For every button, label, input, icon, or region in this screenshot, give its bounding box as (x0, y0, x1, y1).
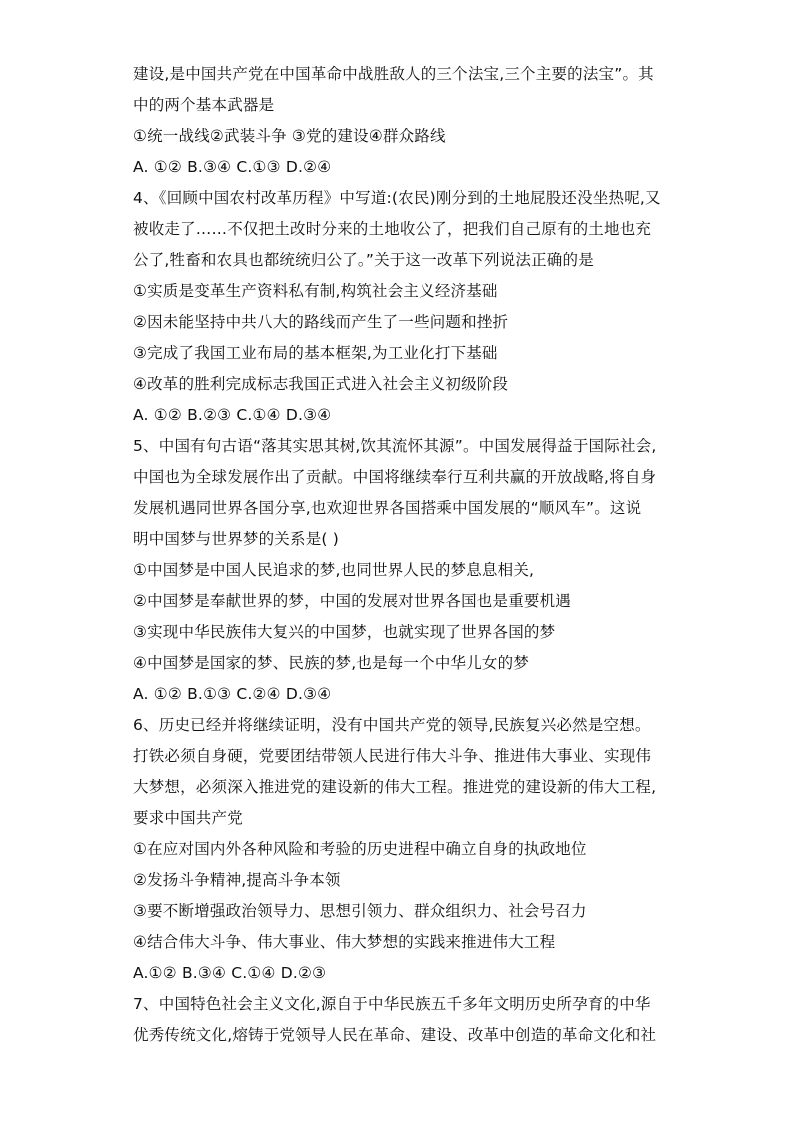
text-line: 发展机遇同世界各国分享,也欢迎世界各国搭乘中国发展的“顺风车”。这说 (133, 499, 642, 517)
choice-item: ②因未能坚持中共八大的路线而产生了一些问题和挫折 (133, 313, 509, 331)
choice-item: ②中国梦是奉献世界的梦，中国的发展对世界各国也是重要机遇 (133, 592, 571, 610)
choice-item: ③实现中华民族伟大复兴的中国梦，也就实现了世界各国的梦 (133, 623, 556, 641)
text-line: 公了,牲畜和农具也都统统归公了。”关于这一改革下列说法正确的是 (133, 251, 594, 269)
text-line: 建设,是中国共产党在中国革命中战胜敌人的三个法宝,三个主要的法宝”。其 (133, 65, 654, 83)
question-7-stem: 7、中国特色社会主义文化,源自于中华民族五千多年文明历史所孕育的中华 (133, 995, 651, 1013)
choice-item: ④中国梦是国家的梦、民族的梦,也是每一个中华儿女的梦 (133, 654, 530, 672)
text-line: ①统一战线②武装斗争 ③党的建设④群众路线 (133, 127, 446, 145)
question-5-stem: 5、中国有句古语“落其实思其树,饮其流怀其源”。中国发展得益于国际社会, (133, 437, 657, 455)
choice-item: ①实质是变革生产资料私有制,构筑社会主义经济基础 (133, 282, 498, 300)
choice-item: ①中国梦是中国人民追求的梦,也同世界人民的梦息息相关, (133, 561, 535, 579)
text-line: 明中国梦与世界梦的关系是( ) (133, 530, 340, 548)
question-6-stem: 6、历史已经并将继续证明，没有中国共产党的领导,民族复兴必然是空想。 (133, 716, 651, 734)
answer-options: A. ①② B.②③ C.①④ D.③④ (133, 406, 332, 424)
text-line: 大梦想，必须深入推进党的建设新的伟大工程。推进党的建设新的伟大工程, (133, 778, 657, 796)
question-4-stem: 4、《回顾中国农村改革历程》中写道:(农民)刚分到的土地屁股还没坐热呢,又 (133, 189, 661, 207)
text-line: 要求中国共产党 (133, 809, 243, 827)
answer-options: A. ①② B.③④ C.①③ D.②④ (133, 158, 332, 176)
choice-item: ③要不断增强政治领导力、思想引领力、群众组织力、社会号召力 (133, 902, 587, 920)
answer-options: A.①② B.③④ C.①④ D.②③ (133, 964, 327, 982)
choice-item: ③完成了我国工业布局的基本框架,为工业化打下基础 (133, 344, 498, 362)
text-line: 被收走了……不仅把土改时分来的土地收公了，把我们自己原有的土地也充 (133, 220, 652, 238)
choice-item: ①在应对国内外各种风险和考验的历史进程中确立自身的执政地位 (133, 840, 587, 858)
text-line: 中国也为全球发展作出了贡献。中国将继续奉行互利共赢的开放战略,将自身 (133, 468, 657, 486)
text-line: 优秀传统文化,熔铸于党领导人民在革命、建设、改革中创造的革命文化和社 (133, 1026, 657, 1044)
choice-item: ④改革的胜利完成标志我国正式进入社会主义初级阶段 (133, 375, 509, 393)
choice-item: ②发扬斗争精神,提高斗争本领 (133, 871, 341, 889)
choice-item: ④结合伟大斗争、伟大事业、伟大梦想的实践来推进伟大工程 (133, 933, 556, 951)
answer-options: A. ①② B.①③ C.②④ D.③④ (133, 685, 332, 703)
text-line: 打铁必须自身硬，党要团结带领人民进行伟大斗争、推进伟大事业、实现伟 (133, 747, 652, 765)
text-line: 中的两个基本武器是 (133, 96, 275, 114)
